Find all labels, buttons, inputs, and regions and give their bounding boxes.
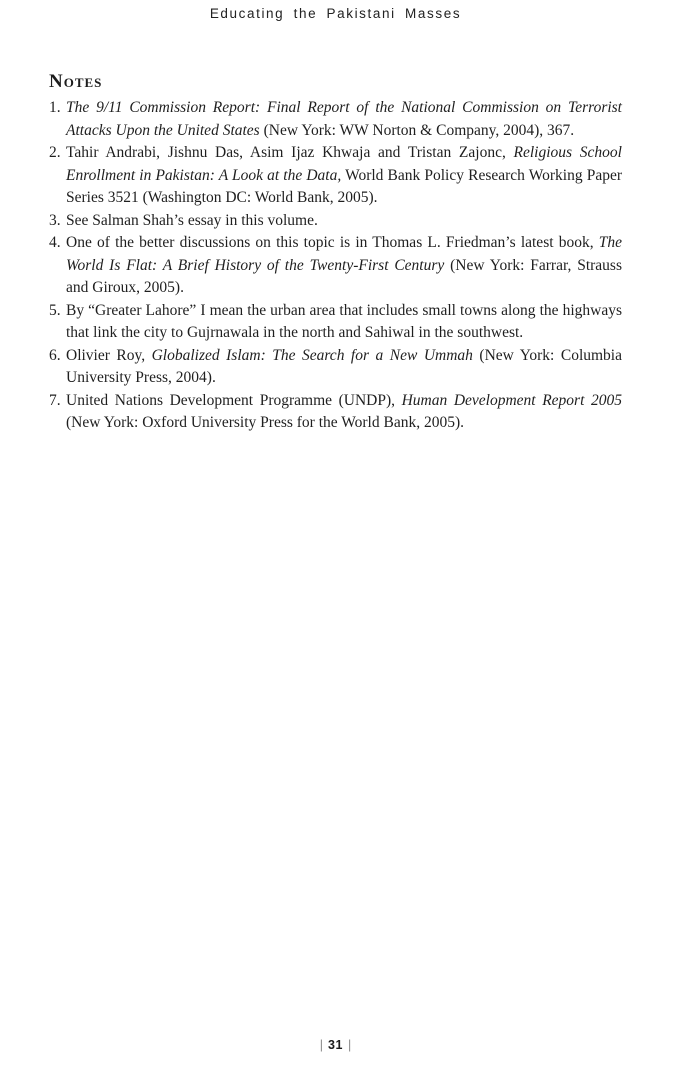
page-content — [49, 0, 622, 435]
footer-bar-right: | — [347, 1038, 352, 1052]
note-item — [49, 390, 622, 435]
note-number: 4. — [49, 234, 61, 251]
page-number: 31 — [328, 1038, 343, 1052]
note-text-segment: Tahir Andrabi, Jishnu Das, Asim Ijaz Khwaja and Tristan Zajonc, — [66, 144, 514, 161]
note-text-segment: (New York: WW Norton & Company, 2004), 367. — [259, 121, 575, 139]
note-text-segment: One of the better discussions on this topic is in Thomas L. Friedman’s latest book, — [66, 234, 599, 251]
note-number: 5. — [49, 301, 61, 319]
note-text-segment: By “Greater Lahore” I mean the urban area that includes small towns along the highways that link the city to Gujrnawala in the north and Sahiwal in the southwest. — [66, 301, 622, 341]
note-number: 3. — [49, 211, 61, 229]
note-number: 2. — [49, 144, 61, 161]
note-text-segment: Olivier Roy, — [66, 346, 152, 364]
note-item — [49, 142, 622, 210]
note-number: 7. — [49, 391, 61, 409]
note-text-segment: (New York: Columbia University Press, 2004). — [66, 346, 622, 386]
note-item — [49, 210, 622, 233]
note-text-segment: See Salman Shah’s essay in this volume. — [66, 211, 318, 229]
note-text-segment: (New York: Oxford University Press for the World Bank, 2005). — [66, 414, 464, 431]
note-number: 1. — [49, 99, 61, 116]
running-header: Educating the Pakistani Masses — [209, 6, 462, 21]
notes-list — [49, 97, 622, 435]
note-text-segment: United Nations Development Programme (UNDP), — [66, 391, 402, 409]
footer-bar-left: | — [319, 1038, 324, 1052]
note-number: 6. — [49, 346, 61, 364]
note-item — [49, 97, 622, 142]
note-text-segment: World Bank Policy Research Working Paper Series 3521 (Washington DC: World Bank, 2005). — [66, 166, 623, 206]
note-item — [49, 300, 622, 345]
page-footer — [49, 1038, 622, 1053]
note-text-segment: The 9/11 Commission Report: Final Report of the National Commission on Terrorist Attacks Upon the United States — [66, 99, 622, 139]
note-text-segment: The World Is Flat: A Brief History of the Twenty-First Century — [66, 234, 622, 274]
note-text-segment: Globalized Islam: The Search for a New Ummah — [151, 346, 473, 364]
note-item — [49, 345, 622, 390]
note-text-segment: (New York: Farrar, Strauss and Giroux, 2005). — [66, 256, 622, 296]
note-item — [49, 232, 622, 300]
note-text-segment: Religious School Enrollment in Pakistan: A Look at the Data, — [66, 144, 622, 184]
notes-heading: Notes — [49, 71, 103, 92]
note-text-segment: Human Development Report 2005 — [401, 391, 622, 409]
